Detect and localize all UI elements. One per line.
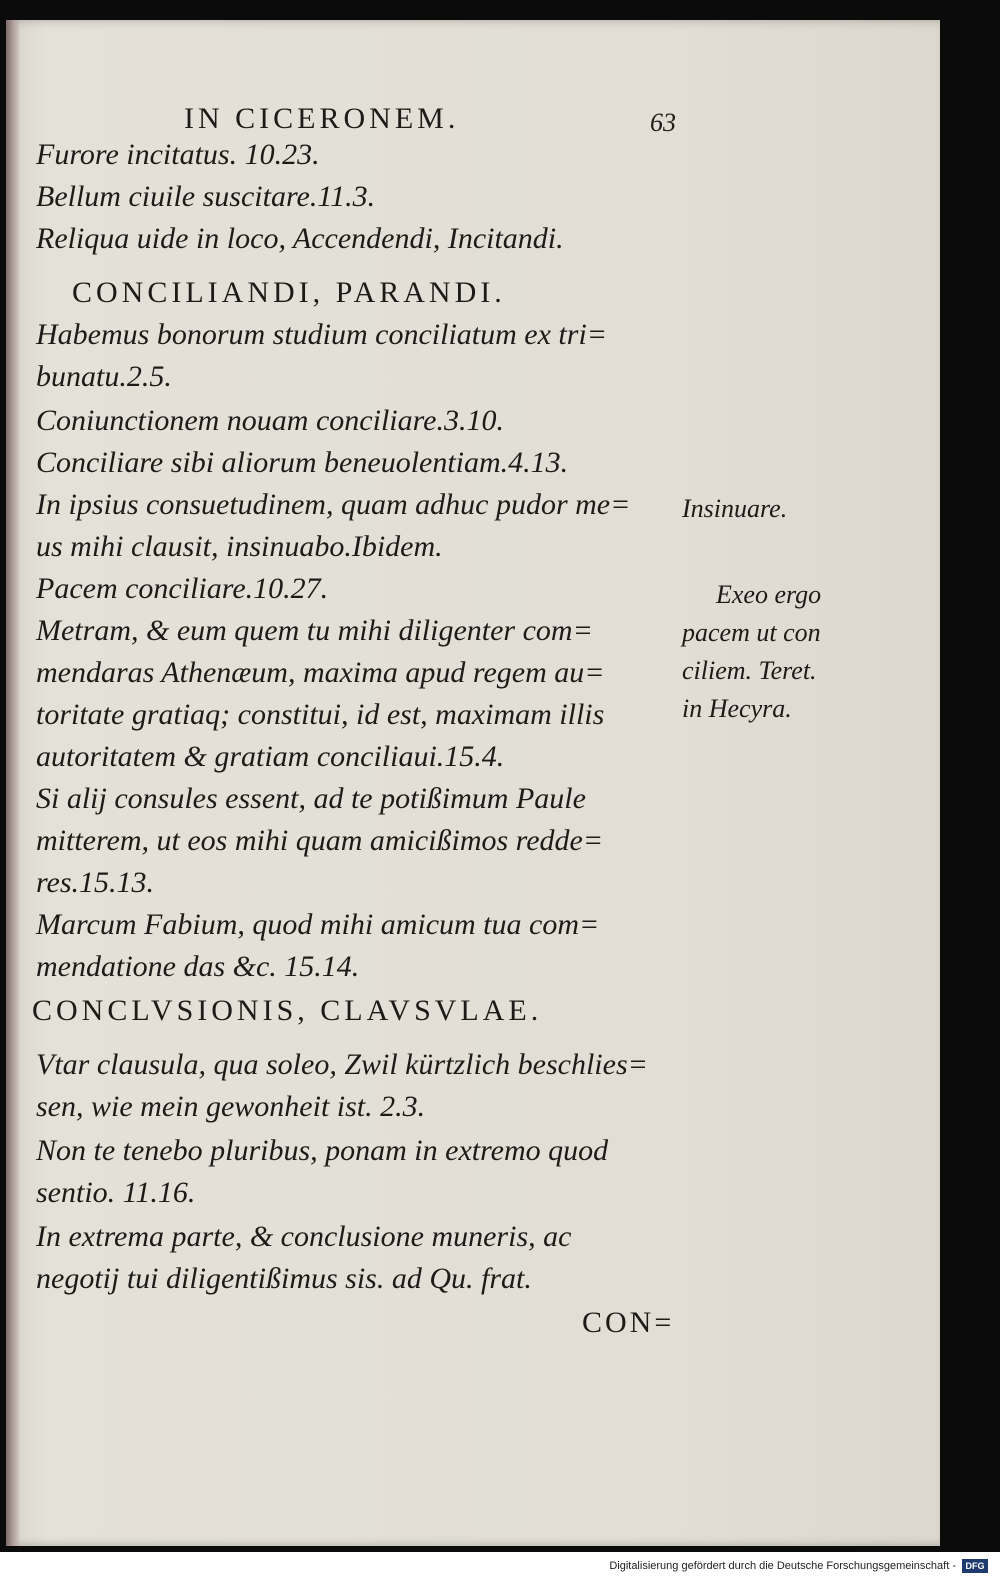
margin-note: Insinuare. bbox=[682, 494, 788, 523]
book-page bbox=[6, 20, 940, 1546]
body-line: In extrema parte, & conclusione muneris, ac bbox=[36, 1220, 572, 1253]
running-head: IN CICERONEM. bbox=[184, 102, 460, 135]
funding-credit: Digitalisierung gefördert durch die Deutsche Forschungsgemeinschaft - bbox=[609, 1560, 956, 1572]
body-line: Habemus bonorum studium conciliatum ex tri= bbox=[36, 318, 608, 351]
body-line: us mihi clausit, insinuabo.Ibidem. bbox=[36, 530, 443, 563]
body-line: res.15.13. bbox=[36, 866, 155, 899]
dfg-logo: DFG bbox=[962, 1559, 988, 1573]
body-line: In ipsius consuetudinem, quam adhuc pudor me= bbox=[36, 488, 631, 521]
section-heading-conclusionis: CONCLVSIONIS, CLAVSVLAE. bbox=[32, 994, 543, 1027]
body-line: sen, wie mein gewonheit ist. 2.3. bbox=[36, 1090, 426, 1123]
body-line: Si alij consules essent, ad te potißimum Paule bbox=[36, 782, 586, 815]
body-line: Pacem conciliare.10.27. bbox=[36, 572, 329, 605]
margin-note: Exeo ergo bbox=[716, 580, 822, 609]
body-line: mendaras Athenæum, maxima apud regem au= bbox=[36, 656, 605, 689]
body-line: bunatu.2.5. bbox=[36, 360, 172, 393]
body-line: Bellum ciuile suscitare.11.3. bbox=[36, 180, 376, 213]
body-line: Reliqua uide in loco, Accendendi, Incitandi. bbox=[36, 222, 564, 255]
page-gutter bbox=[6, 20, 20, 1546]
body-line: toritate gratiaq; constitui, id est, maximam illis bbox=[36, 698, 605, 731]
body-line: Marcum Fabium, quod mihi amicum tua com= bbox=[36, 908, 600, 941]
body-line: Metram, & eum quem tu mihi diligenter com= bbox=[36, 614, 593, 647]
body-line: Coniunctionem nouam conciliare.3.10. bbox=[36, 404, 504, 437]
body-line: Furore incitatus. 10.23. bbox=[36, 138, 320, 171]
body-line: negotij tui diligentißimus sis. ad Qu. frat. bbox=[36, 1262, 532, 1295]
body-line: mitterem, ut eos mihi quam amicißimos redde= bbox=[36, 824, 604, 857]
body-line: mendatione das &c. 15.14. bbox=[36, 950, 360, 983]
catchword: CON= bbox=[582, 1306, 675, 1339]
margin-note: pacem ut con bbox=[682, 618, 821, 647]
margin-note: in Hecyra. bbox=[682, 694, 792, 723]
body-line: Non te tenebo pluribus, ponam in extremo quod bbox=[36, 1134, 609, 1167]
section-heading-conciliandi: CONCILIANDI, PARANDI. bbox=[72, 276, 506, 309]
body-line: Conciliare sibi aliorum beneuolentiam.4.13. bbox=[36, 446, 569, 479]
margin-note: ciliem. Teret. bbox=[682, 656, 817, 685]
body-line: sentio. 11.16. bbox=[36, 1176, 196, 1209]
footer-bar bbox=[0, 1552, 1000, 1585]
body-line: autoritatem & gratiam conciliaui.15.4. bbox=[36, 740, 505, 773]
body-line: Vtar clausula, qua soleo, Zwil kürtzlich beschlies= bbox=[36, 1048, 648, 1081]
page-number: 63 bbox=[650, 108, 676, 137]
